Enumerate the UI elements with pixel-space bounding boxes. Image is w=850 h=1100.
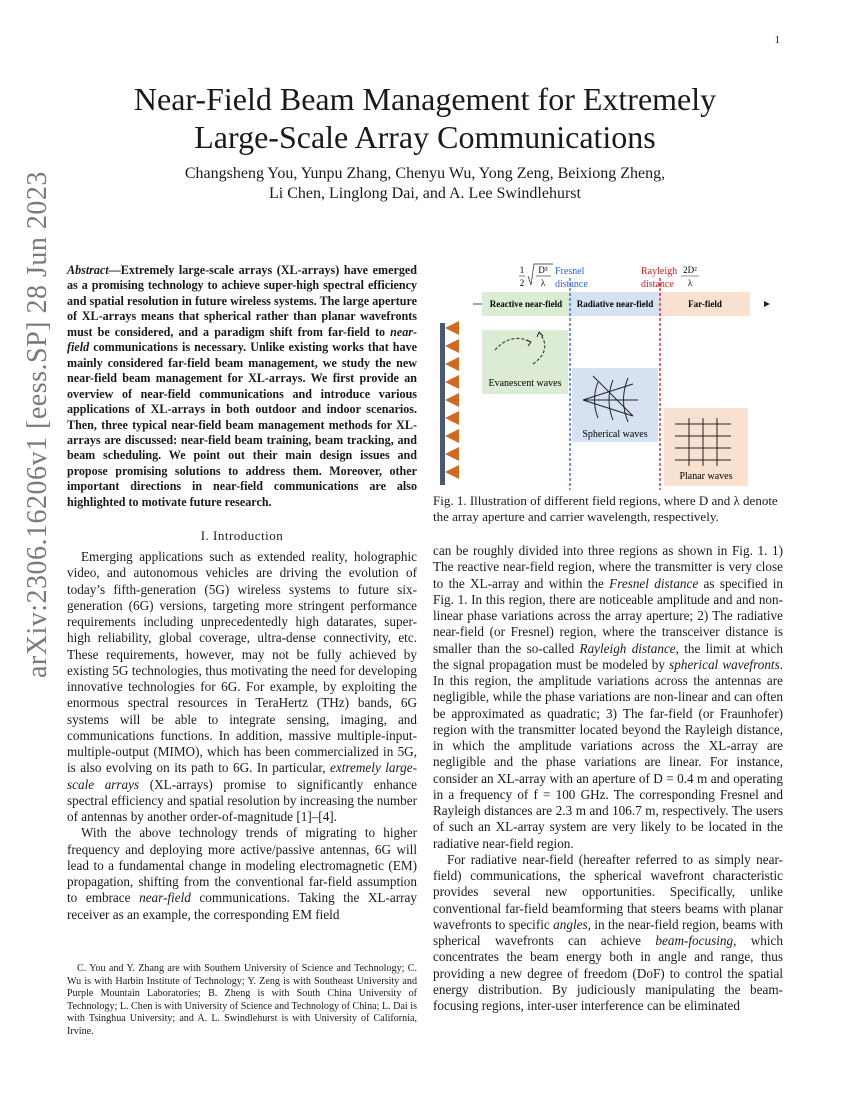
text-run: , which concentrates the beam energy both in angle and range, thus providing a new degree of freedom (DoF) to control the spatial energy distribution. By judiciously manipulating the beam-focusing regions, inter-user interference can be eliminated xyxy=(433,933,783,1013)
emphasis: spherical wavefronts xyxy=(669,656,780,672)
author-list xyxy=(60,164,790,204)
intro-paragraph-1 xyxy=(67,549,417,825)
left-column-body xyxy=(67,549,417,923)
text-run: can be roughly divided into three regions as shown in Fig. 1. 1) The reactive near-field region, where the transmitter is very close to the XL-array and within the xyxy=(433,543,783,591)
radiative-region-label: Radiative near-field xyxy=(576,299,654,309)
axis-arrowhead xyxy=(764,301,770,307)
right-column-body xyxy=(433,543,783,1014)
rayleigh-label: Rayleigh xyxy=(641,266,678,277)
emphasis: extremely large-scale arrays xyxy=(67,760,417,792)
antenna-element xyxy=(445,465,459,479)
formula-lambda: λ xyxy=(540,278,546,288)
reactive-region-label: Reactive near-field xyxy=(489,299,563,309)
rayleigh-num: 2D² xyxy=(683,265,697,275)
antenna-element xyxy=(445,411,459,425)
abstract xyxy=(67,263,417,510)
text-run: With the above technology trends of migrating to higher frequency and deploying more active/passive antennas, 6G will lead to a fundamental change in modeling electromagnetic (EM) propagation, shifting from the conventional far-field assumption to embrace xyxy=(67,825,417,906)
text-run: (XL-arrays) promise to significantly enhance spectral efficiency and spatial resolution by increasing the number of antennas by another order-of-magnitude [1]–[4]. xyxy=(67,776,417,824)
figure-caption: Fig. 1. Illustration of different field regions, where D and λ denote the array aperture and carrier wavelength, respectively. xyxy=(433,493,778,524)
formula-half-num: 1 xyxy=(519,265,525,275)
formula-num: D³ xyxy=(538,265,548,275)
section-heading: I. Introduction xyxy=(200,528,284,543)
right-paragraph-1 xyxy=(433,543,783,852)
antenna-element xyxy=(445,393,459,407)
authors-line-2: Li Chen, Linglong Dai, and A. Lee Swindlehurst xyxy=(269,185,581,202)
emphasis: beam-focusing xyxy=(655,933,734,948)
page-number: 1 xyxy=(774,34,780,46)
right-paragraph-2 xyxy=(433,852,783,1015)
footnote: C. You and Y. Zhang are with Southern University of Science and Technology; C. Wu is with Harbin Institute of Technology; Y. Zeng is with Southeast University and Purple Mountain Laboratories; B. Zheng is with South China University of Technology; L. Chen is with University of Science and Technology of China; L. Dai is with Tsinghua University; and A. L. Swindlehurst is with University of California, Irvine. xyxy=(67,963,417,1037)
evanescent-label: Evanescent waves xyxy=(488,378,562,389)
authors-line-1: Changsheng You, Yunpu Zhang, Chenyu Wu, Yong Zeng, Beixiong Zheng, xyxy=(184,165,666,182)
fresnel-label: Fresnel xyxy=(555,266,585,277)
antenna-element xyxy=(445,375,459,389)
abstract-text-2: communications is necessary. Unlike existing works that have mainly considered far-field beam management, we study the new near-field beam management for XL-arrays. We first provide an overview of near-field communications and introduce various applications of XL-arrays in both outdoor and indoor scenarios. Then, three typical near-field beam management methods for XL-arrays are discussed: near-field beam training, beam tracking, and beam scheduling. We point out their main design issues and propose promising solutions to address them. Moreover, other important directions in near-field communications are also highlighted to motivate future research. xyxy=(67,340,417,509)
text-run: , in the near-field region, beams with spherical wavefronts can achieve xyxy=(433,916,783,948)
antenna-element xyxy=(445,447,459,461)
emphasis: Rayleigh distance xyxy=(579,640,676,656)
antenna-element xyxy=(445,321,459,335)
rayleigh-den: λ xyxy=(687,278,693,288)
intro-paragraph-2 xyxy=(67,825,417,923)
antenna-element xyxy=(445,339,459,353)
emphasis: near-field xyxy=(139,890,191,906)
far-field-region-label: Far-field xyxy=(688,299,722,309)
title-line-2: Large-Scale Array Communications xyxy=(194,119,656,155)
xl-array-bar xyxy=(440,323,445,485)
figure-1 xyxy=(433,258,788,490)
title-line-1: Near-Field Beam Management for Extremely xyxy=(133,81,717,117)
spherical-label: Spherical waves xyxy=(582,429,648,440)
planar-label: Planar waves xyxy=(679,471,733,482)
rayleigh-label-2: distance xyxy=(641,279,674,290)
fresnel-formula xyxy=(519,264,553,288)
rayleigh-formula xyxy=(681,265,699,288)
text-run: communications. Taking the XL-array receiver as an example, the corresponding EM field xyxy=(67,890,418,922)
text-run: , the limit at which the signal propagation must be modeled by xyxy=(433,640,783,672)
abstract-label: Abstract xyxy=(67,263,109,277)
abstract-emph: near-field xyxy=(67,324,417,355)
text-run: Emerging applications such as extended reality, holographic video, and autonomous vehicles are driving the evolution of today’s fifth-generation (5G) wireless systems to future six-generation (6G) versions, targeting more stringent performance requirements including unprecedentedly high datarates, super-high reliability, global coverage, ultra-dense connectivity, etc. These requirements, however, may not be fully achieved by existing 5G technologies, thus motivating the need for developing innovative technologies for 6G. For example, by exploiting the enormous spectral resources in TeraHertz (THz) bands, 6G systems will be able to integrate sensing, imaging, and communications functions. In addition, massive multiple-input-multiple-output (MIMO), which has been commercialized in 5G, is also evolving on its path to 6G. In particular, xyxy=(67,549,417,776)
emphasis: angles xyxy=(553,916,588,932)
arxiv-stamp: arXiv:2306.16206v1 [eess.SP] 28 Jun 2023 xyxy=(22,171,53,678)
antenna-element xyxy=(445,357,459,371)
emphasis: Fresnel distance xyxy=(609,575,699,591)
antenna-element xyxy=(445,429,459,443)
formula-half-den: 2 xyxy=(519,278,525,288)
fresnel-label-2: distance xyxy=(555,279,588,290)
text-run: . In this region, the amplitude variations across the antennas are negligible, while the phase variations are non-linear and can often be approximated as quadratic; 3) The far-field (or Fraunhofer) region with the transmitter located beyond the Rayleigh distance, in which the amplitude variations across the XL-array are negligible and the phase variations are linear. For instance, consider an XL-array with an aperture of D = 0.4 m and operating in a frequency of f = 100 GHz. The corresponding Fresnel and Rayleigh distances are 2.3 m and 106.7 m, respectively. The users of such an XL-array system are very likely to be located in the radiative near-field region. xyxy=(433,656,784,851)
abstract-text-1: —Extremely large-scale arrays (XL-arrays) have emerged as a promising technology to achieve super-high spectral efficiency and spatial resolution in future wireless systems. The large aperture of XL-arrays means that spherical rather than planar wavefronts must be considered, and a paradigm shift from far-field to xyxy=(67,263,417,339)
text-run: For radiative near-field (hereafter referred to as simply near-field) communications, the spherical wavefront characteristic provides several new opportunities. Specifically, unlike conventional far-field beamforming that steers beams with planar wavefronts to specific xyxy=(433,851,783,932)
paper-title xyxy=(60,80,790,156)
text-run: as specified in Fig. 1. In this region, there are noticeable amplitude and and non-linear phase variations across the array aperture; 2) The radiative near-field (or Fresnel) region, where the transceiver distance is smaller than the so-called xyxy=(433,575,783,656)
antenna-elements xyxy=(445,321,459,479)
